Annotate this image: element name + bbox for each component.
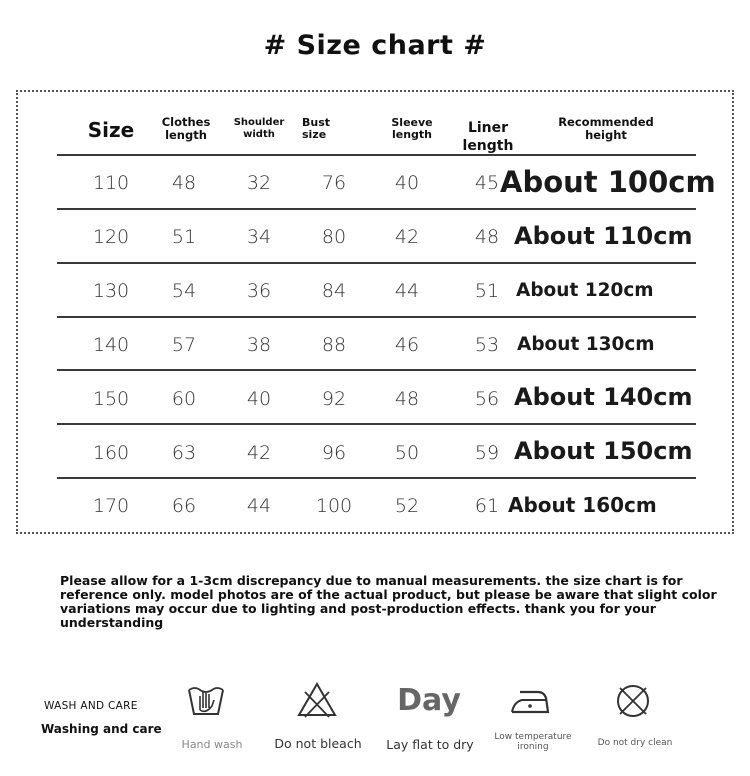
do-not-dry-clean-icon [614,682,652,720]
hand-wash-icon [186,680,226,720]
cell-clothes-length: 54 [171,280,197,302]
cell-sleeve-length: 40 [394,172,420,194]
cell-recommended-height: About 160cm [508,493,657,517]
cell-bust-size: 88 [321,334,347,356]
cell-size: 170 [92,495,130,517]
header-shoulder-width: Shoulder width [233,117,285,140]
table-rule [57,477,696,479]
cell-shoulder-width: 36 [246,280,272,302]
cell-liner-length: 51 [474,280,500,302]
cell-shoulder-width: 40 [246,388,272,410]
cell-recommended-height: About 120cm [516,280,654,301]
size-chart-frame [16,90,734,534]
table-rule [57,423,696,425]
cell-recommended-height: About 140cm [514,383,693,411]
cell-clothes-length: 48 [171,172,197,194]
cell-sleeve-length: 46 [394,334,420,356]
table-rule [57,369,696,371]
cell-shoulder-width: 42 [246,442,272,464]
cell-shoulder-width: 38 [246,334,272,356]
cell-sleeve-length: 52 [394,495,420,517]
header-recommended-height: Recommended height [558,115,654,142]
header-sleeve-length: Sleeve length [391,116,433,141]
cell-shoulder-width: 44 [246,495,272,517]
cell-clothes-length: 57 [171,334,197,356]
cell-size: 140 [92,334,130,356]
cell-size: 120 [92,226,130,248]
cell-size: 110 [92,172,130,194]
day-text: Day [397,683,461,718]
cell-size: 160 [92,442,130,464]
lay-flat-label: Lay flat to dry [386,737,474,752]
header-size: Size [87,118,135,142]
cell-liner-length: 53 [474,334,500,356]
measurement-note: Please allow for a 1-3cm discrepancy due to manual measurements. the size chart is for reference only. model photos are of the actual product, but please be aware that slight color variations may occur due to lighting and post-production effects. thank you for your understanding [60,573,717,630]
cell-bust-size: 92 [321,388,347,410]
do-not-bleach-icon [296,680,338,720]
cell-sleeve-length: 44 [394,280,420,302]
hand-wash-label: Hand wash [181,738,243,751]
do-not-bleach-label: Do not bleach [274,736,362,751]
cell-clothes-length: 63 [171,442,197,464]
table-rule [57,154,696,156]
care-heading: WASH AND CARE [44,700,138,712]
cell-recommended-height: About 130cm [517,334,655,355]
cell-clothes-length: 51 [171,226,197,248]
table-rule [57,262,696,264]
cell-bust-size: 84 [321,280,347,302]
low-temperature-ironing-label: Low temperature ironing [494,732,572,752]
cell-recommended-height: About 150cm [514,437,693,465]
care-subheading: Washing and care [41,722,162,736]
header-bust-size: Bust size [302,116,331,141]
cell-sleeve-length: 42 [394,226,420,248]
cell-sleeve-length: 50 [394,442,420,464]
cell-bust-size: 76 [321,172,347,194]
cell-size: 150 [92,388,130,410]
cell-recommended-height: About 100cm [500,165,716,199]
header-clothes-length: Clothes length [161,115,211,142]
cell-bust-size: 96 [321,442,347,464]
low-temperature-iron-icon [508,684,552,718]
header-liner-length: Liner length [462,120,514,154]
cell-clothes-length: 66 [171,495,197,517]
cell-clothes-length: 60 [171,388,197,410]
cell-liner-length: 56 [474,388,500,410]
do-not-dry-clean-label: Do not dry clean [597,738,673,748]
table-rule [57,316,696,318]
page-title: # Size chart # [263,30,487,61]
cell-liner-length: 48 [474,226,500,248]
cell-liner-length: 59 [474,442,500,464]
cell-liner-length: 61 [474,495,500,517]
cell-bust-size: 80 [321,226,347,248]
cell-shoulder-width: 32 [246,172,272,194]
cell-liner-length: 45 [474,172,500,194]
table-rule [57,208,696,210]
cell-shoulder-width: 34 [246,226,272,248]
cell-recommended-height: About 110cm [514,222,693,250]
cell-size: 130 [92,280,130,302]
cell-bust-size: 100 [315,495,353,517]
cell-sleeve-length: 48 [394,388,420,410]
